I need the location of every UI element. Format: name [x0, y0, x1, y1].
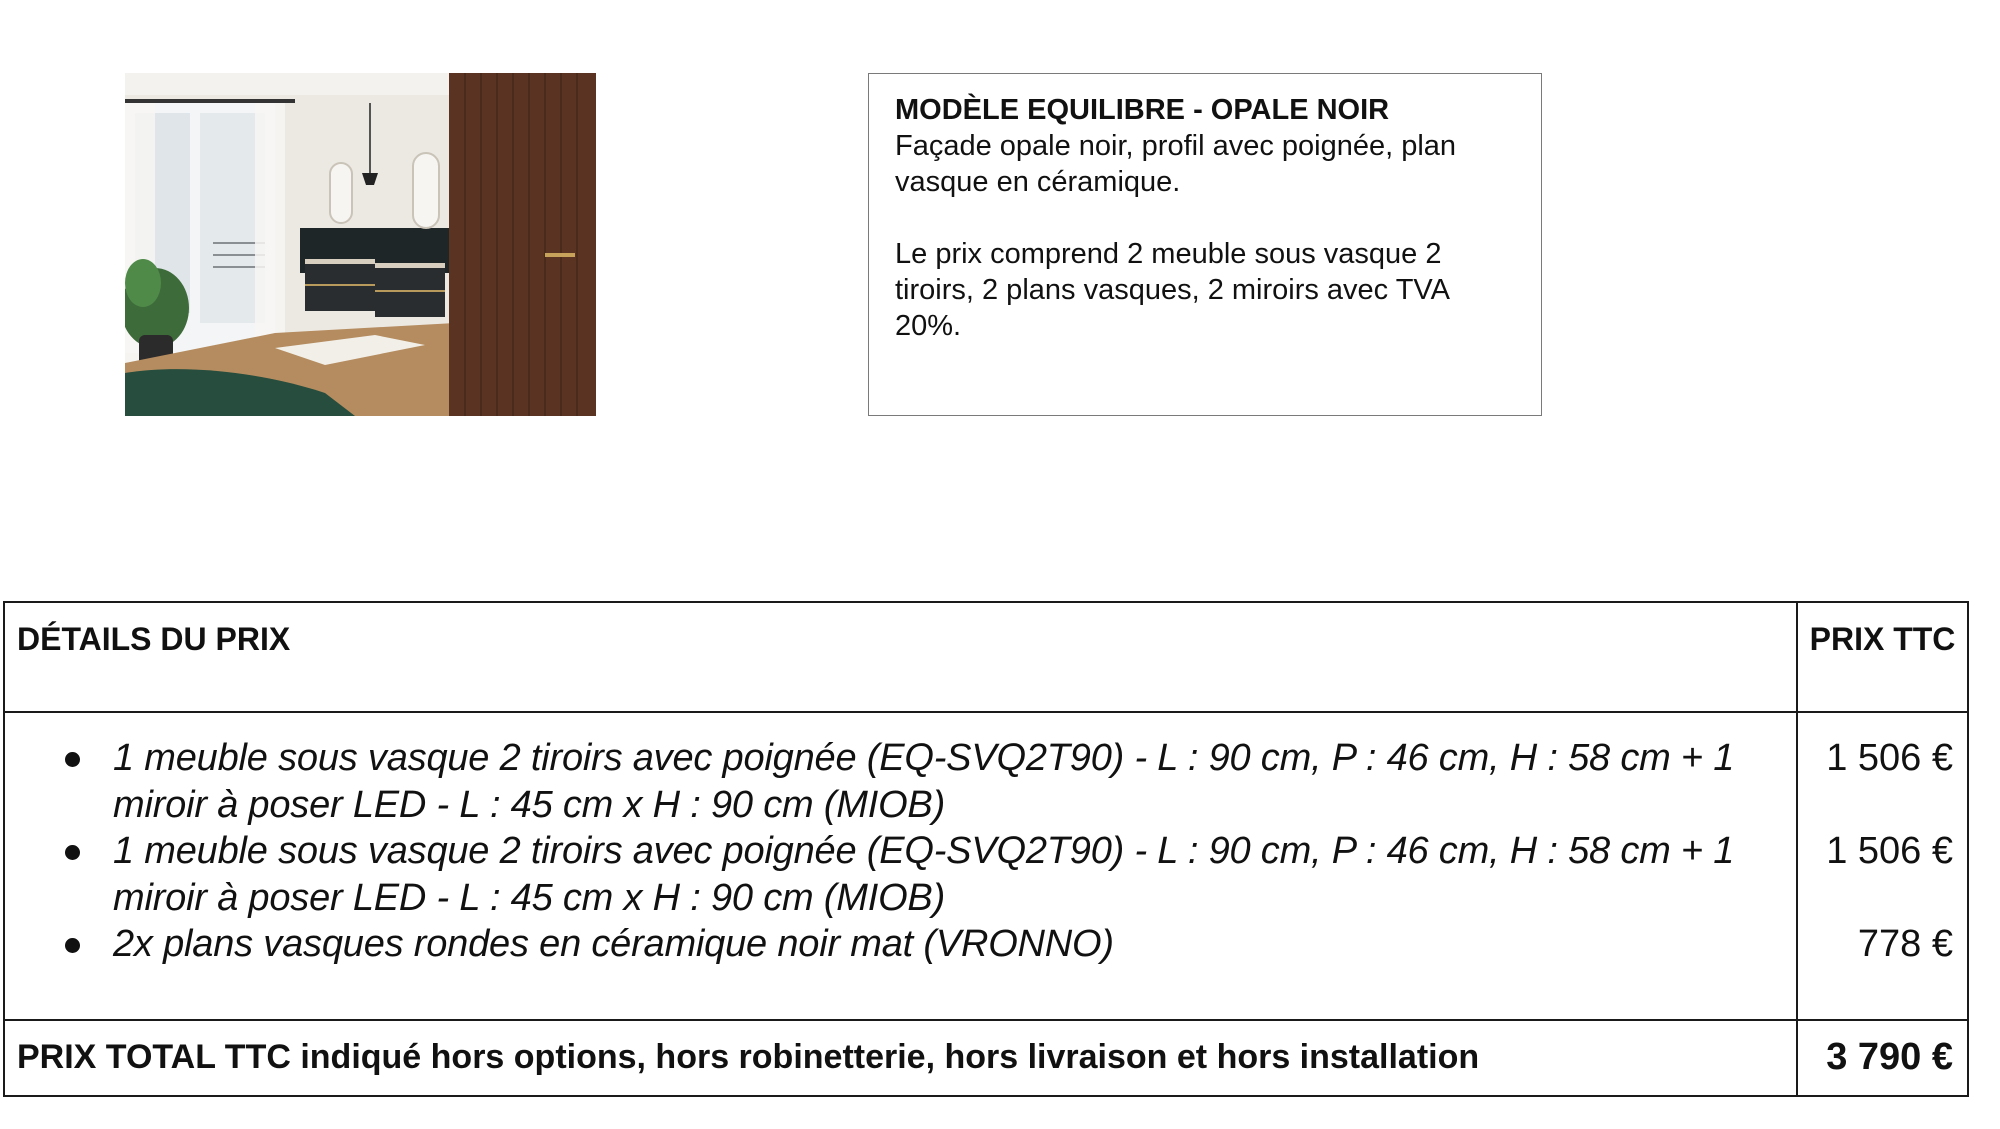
table-header-row [4, 602, 1968, 712]
list-item [65, 921, 1756, 968]
items-list [65, 735, 1756, 968]
item-label: 1 meuble sous vasque 2 tiroirs avec poignée (EQ-SVQ2T90) - L : 90 cm, P : 46 cm, H : 58 cm + 1 miroir à poser LED - L : 45 cm x H : 90 cm (MIOB) [113, 737, 1735, 826]
product-title: MODÈLE EQUILIBRE - OPALE NOIR [895, 94, 1390, 126]
item-price: 1 506 € [1826, 737, 1953, 779]
product-description-finish: Façade opale noir, profil avec poignée, plan vasque en céramique. [895, 130, 1457, 198]
item-label: 1 meuble sous vasque 2 tiroirs avec poignée (EQ-SVQ2T90) - L : 90 cm, P : 46 cm, H : 58 cm + 1 miroir à poser LED - L : 45 cm x H : 90 cm (MIOB) [113, 830, 1735, 919]
table-items-row [4, 712, 1968, 1020]
items-cell [4, 712, 1797, 1020]
item-price: 1 506 € [1826, 830, 1953, 872]
prices-cell [1797, 712, 1968, 1020]
total-label: PRIX TOTAL TTC indiqué hors options, hors robinetterie, hors livraison et hors installation [4, 1020, 1797, 1096]
header-price: PRIX TTC [1797, 602, 1968, 712]
product-photo [125, 73, 596, 416]
total-price: 3 790 € [1797, 1020, 1968, 1096]
table-total-row [4, 1020, 1968, 1096]
product-description-contents: Le prix comprend 2 meuble sous vasque 2 tiroirs, 2 plans vasques, 2 miroirs avec TVA 20%. [895, 238, 1449, 342]
bullet-icon [65, 845, 80, 860]
bullet-icon [65, 752, 80, 767]
spacer [895, 200, 1515, 236]
bullet-icon [65, 938, 80, 953]
product-description-box [868, 73, 1542, 416]
list-item [65, 735, 1756, 828]
item-label: 2x plans vasques rondes en céramique noir mat (VRONNO) [113, 923, 1114, 965]
list-item [65, 828, 1756, 921]
header-details: DÉTAILS DU PRIX [4, 602, 1797, 712]
price-table [3, 601, 1969, 1097]
item-price: 778 € [1857, 923, 1953, 965]
